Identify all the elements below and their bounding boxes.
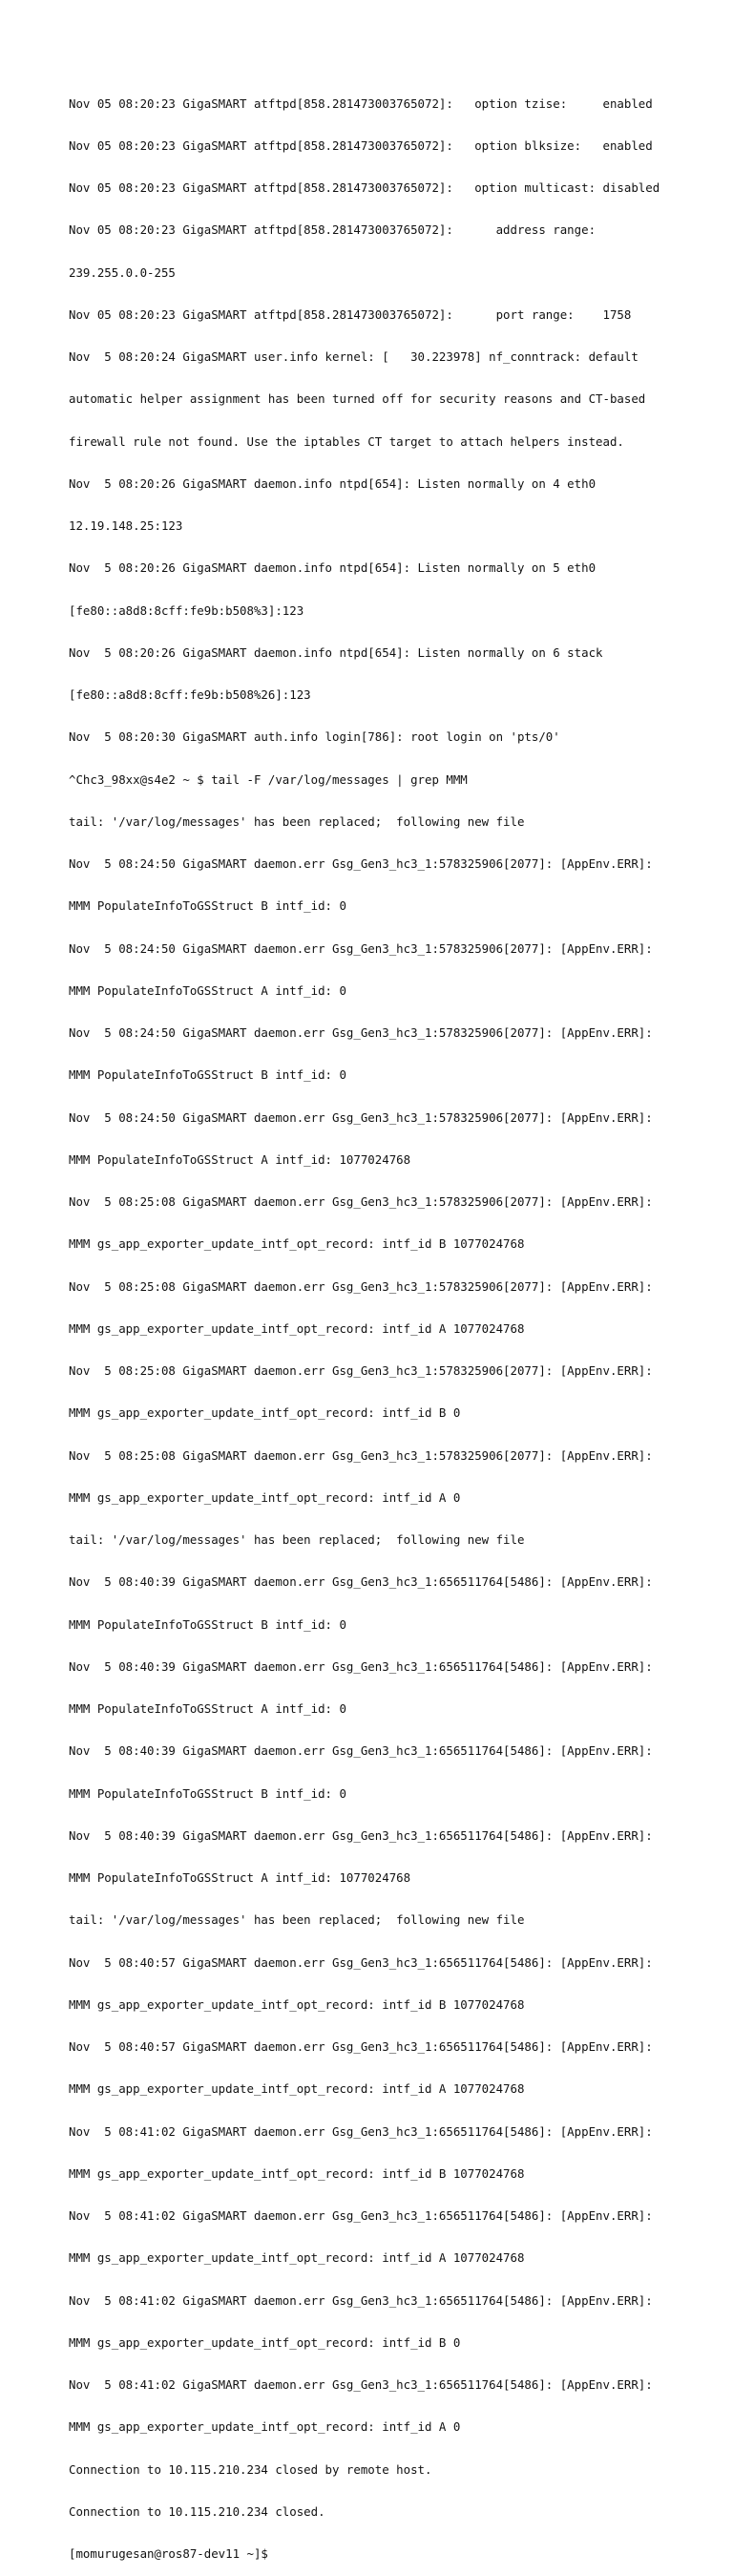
log-line: Nov 05 08:20:23 GigaSMART atftpd[858.281473003765072]: address range: [69,222,597,238]
log-line: Nov 5 08:20:26 GigaSMART daemon.info ntpd[654]: Listen normally on 5 eth0 [69,560,597,576]
shell-prompt: [momurugesan@ros87-dev11 ~]$ [69,2546,268,2561]
log-line: Connection to 10.115.210.234 closed. [69,2503,325,2519]
log-line: Nov 5 08:40:39 GigaSMART daemon.err Gsg_Gen3_hc3_1:656511764[5486]: [AppEnv.ERR]: [69,1827,653,1843]
log-line: MMM PopulateInfoToGSStruct A intf_id: 0 [69,1701,346,1716]
log-line: Nov 05 08:20:23 GigaSMART atftpd[858.281473003765072]: option multicast: disabled [69,180,660,195]
log-line: MMM gs_app_exporter_update_intf_opt_record: intf_id A 1077024768 [69,1320,525,1336]
log-line: Nov 5 08:41:02 GigaSMART daemon.err Gsg_Gen3_hc3_1:656511764[5486]: [AppEnv.ERR]: [69,2377,653,2392]
log-line: tail: '/var/log/messages' has been replaced; following new file [69,1532,525,1547]
log-line: Nov 5 08:24:50 GigaSMART daemon.err Gsg_Gen3_hc3_1:578325906[2077]: [AppEnv.ERR]: [69,856,653,871]
log-line: Nov 05 08:20:23 GigaSMART atftpd[858.281473003765072]: option tzise: enabled [69,95,653,111]
log-line: Nov 05 08:20:23 GigaSMART atftpd[858.281473003765072]: option blksize: enabled [69,137,653,153]
log-line: Connection to 10.115.210.234 closed by remote host. [69,2461,432,2477]
log-line: MMM PopulateInfoToGSStruct B intf_id: 0 [69,898,346,914]
log-line: tail: '/var/log/messages' has been replaced; following new file [69,813,525,829]
log-line: automatic helper assignment has been turned off for security reasons and CT-based [69,391,646,407]
log-line: Nov 5 08:24:50 GigaSMART daemon.err Gsg_Gen3_hc3_1:578325906[2077]: [AppEnv.ERR]: [69,1025,653,1040]
log-line: MMM gs_app_exporter_update_intf_opt_record: intf_id A 1077024768 [69,2250,525,2266]
log-line: Nov 5 08:20:26 GigaSMART daemon.info ntpd[654]: Listen normally on 6 stack [69,644,603,660]
log-line: MMM PopulateInfoToGSStruct B intf_id: 0 [69,1616,346,1632]
log-line: Nov 5 08:24:50 GigaSMART daemon.err Gsg_Gen3_hc3_1:578325906[2077]: [AppEnv.ERR]: [69,940,653,956]
log-line: MMM PopulateInfoToGSStruct A intf_id: 1077024768 [69,1151,411,1167]
log-line: MMM gs_app_exporter_update_intf_opt_record: intf_id A 1077024768 [69,2081,525,2097]
terminal-log [69,69,718,2576]
log-line: Nov 5 08:24:50 GigaSMART daemon.err Gsg_Gen3_hc3_1:578325906[2077]: [AppEnv.ERR]: [69,1109,653,1125]
log-line: Nov 5 08:25:08 GigaSMART daemon.err Gsg_Gen3_hc3_1:578325906[2077]: [AppEnv.ERR]: [69,1278,653,1294]
log-line: firewall rule not found. Use the iptables CT target to attach helpers instead. [69,433,624,449]
log-line: MMM gs_app_exporter_update_intf_opt_record: intf_id B 1077024768 [69,1996,525,2012]
log-line: Nov 5 08:40:57 GigaSMART daemon.err Gsg_Gen3_hc3_1:656511764[5486]: [AppEnv.ERR]: [69,1954,653,1970]
log-line: MMM gs_app_exporter_update_intf_opt_record: intf_id A 0 [69,1489,461,1505]
log-line: Nov 5 08:40:39 GigaSMART daemon.err Gsg_Gen3_hc3_1:656511764[5486]: [AppEnv.ERR]: [69,1743,653,1759]
log-line: [fe80::a8d8:8cff:fe9b:b508%26]:123 [69,687,311,702]
log-line: Nov 05 08:20:23 GigaSMART atftpd[858.281473003765072]: port range: 1758 [69,306,632,322]
log-line: 12.19.148.25:123 [69,518,183,533]
log-line: Nov 5 08:40:39 GigaSMART daemon.err Gsg_Gen3_hc3_1:656511764[5486]: [AppEnv.ERR]: [69,1574,653,1590]
log-line: MMM PopulateInfoToGSStruct B intf_id: 0 [69,1785,346,1801]
log-line: MMM PopulateInfoToGSStruct B intf_id: 0 [69,1067,346,1083]
log-line: tail: '/var/log/messages' has been replaced; following new file [69,1912,525,1928]
log-line: Nov 5 08:40:57 GigaSMART daemon.err Gsg_Gen3_hc3_1:656511764[5486]: [AppEnv.ERR]: [69,2039,653,2054]
log-line: Nov 5 08:40:39 GigaSMART daemon.err Gsg_Gen3_hc3_1:656511764[5486]: [AppEnv.ERR]: [69,1658,653,1674]
log-line: Nov 5 08:25:08 GigaSMART daemon.err Gsg_Gen3_hc3_1:578325906[2077]: [AppEnv.ERR]: [69,1363,653,1378]
log-line: MMM PopulateInfoToGSStruct A intf_id: 0 [69,982,346,998]
log-line: Nov 5 08:20:24 GigaSMART user.info kernel: [ 30.223978] nf_conntrack: default [69,349,639,364]
shell-command-line: ^Chc3_98xx@s4e2 ~ $ tail -F /var/log/messages | grep MMM [69,771,468,787]
log-line: Nov 5 08:25:08 GigaSMART daemon.err Gsg_Gen3_hc3_1:578325906[2077]: [AppEnv.ERR]: [69,1194,653,1209]
log-line: MMM gs_app_exporter_update_intf_opt_record: intf_id B 1077024768 [69,2165,525,2181]
log-line: Nov 5 08:25:08 GigaSMART daemon.err Gsg_Gen3_hc3_1:578325906[2077]: [AppEnv.ERR]: [69,1447,653,1463]
log-line: [fe80::a8d8:8cff:fe9b:b508%3]:123 [69,602,304,618]
log-line: Nov 5 08:41:02 GigaSMART daemon.err Gsg_Gen3_hc3_1:656511764[5486]: [AppEnv.ERR]: [69,2208,653,2223]
log-line: MMM gs_app_exporter_update_intf_opt_record: intf_id B 0 [69,1405,461,1421]
log-line: Nov 5 08:20:30 GigaSMART auth.info login[786]: root login on 'pts/0' [69,729,560,745]
log-line: MMM gs_app_exporter_update_intf_opt_record: intf_id B 1077024768 [69,1236,525,1252]
log-line: 239.255.0.0-255 [69,264,176,280]
log-line: Nov 5 08:20:26 GigaSMART daemon.info ntpd[654]: Listen normally on 4 eth0 [69,475,597,491]
log-line: Nov 5 08:41:02 GigaSMART daemon.err Gsg_Gen3_hc3_1:656511764[5486]: [AppEnv.ERR]: [69,2123,653,2139]
log-line: Nov 5 08:41:02 GigaSMART daemon.err Gsg_Gen3_hc3_1:656511764[5486]: [AppEnv.ERR]: [69,2292,653,2308]
log-line: MMM gs_app_exporter_update_intf_opt_record: intf_id B 0 [69,2334,461,2350]
log-line: MMM PopulateInfoToGSStruct A intf_id: 1077024768 [69,1870,411,1885]
log-line: MMM gs_app_exporter_update_intf_opt_record: intf_id A 0 [69,2419,461,2435]
